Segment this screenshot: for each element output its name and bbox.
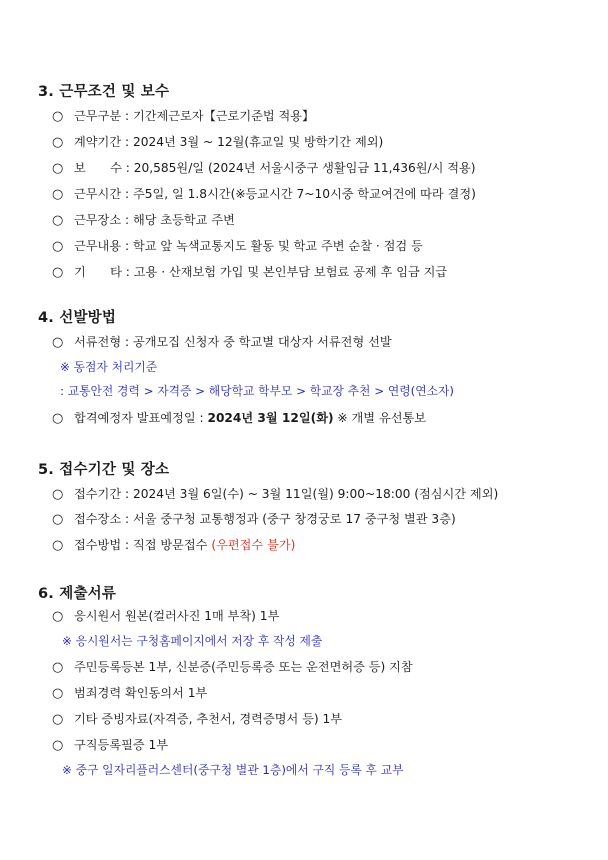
- sec3-item-duties: ○ 근무내용 : 학교 앞 녹색교통지도 활동 및 학교 주변 순찰 · 점검 등: [52, 239, 423, 254]
- sec4-tiebreak-criteria: : 교통안전 경력 > 자격증 > 해당학교 학부모 > 학교장 추천 > 연령(연소자): [60, 384, 455, 398]
- sec6-application-note: ※ 응시원서는 구청홈페이지에서 저장 후 작성 제출: [62, 634, 323, 648]
- circle-bullet-icon: ○: [52, 135, 64, 150]
- circle-bullet-icon: ○: [52, 161, 64, 176]
- circle-bullet-icon: ○: [52, 660, 64, 675]
- sec4-item-announcement: ○ 합격예정자 발표예정일 : 2024년 3월 12일(화) ※ 개별 유선통보: [52, 411, 427, 426]
- announcement-date: 2024년 3월 12일(화): [207, 411, 334, 425]
- circle-bullet-icon: ○: [52, 265, 64, 280]
- section-6-title: 6. 제출서류: [38, 586, 117, 602]
- sec6-item-resident-registration: ○ 주민등록등본 1부, 신분증(주민등록증 또는 운전면허증 등) 지참: [52, 660, 413, 675]
- sec5-item-period: ○ 접수기간 : 2024년 3월 6일(수) ~ 3월 11일(월) 9:00~18:00 (점심시간 제외): [52, 487, 499, 502]
- circle-bullet-icon: ○: [52, 213, 64, 228]
- sec4-tiebreak-note: ※ 동점자 처리기준: [60, 360, 158, 374]
- circle-bullet-icon: ○: [52, 335, 64, 350]
- sec5-item-location: ○ 접수장소 : 서울 중구청 교통행정과 (중구 창경궁로 17 중구청 별관 3층): [52, 512, 456, 527]
- section-5-title: 5. 접수기간 및 장소: [38, 462, 170, 478]
- circle-bullet-icon: ○: [52, 538, 64, 553]
- circle-bullet-icon: ○: [52, 187, 64, 202]
- sec6-item-job-registration: ○ 구직등록필증 1부: [52, 738, 169, 753]
- circle-bullet-icon: ○: [52, 512, 64, 527]
- section-4-title: 4. 선발방법: [38, 310, 117, 326]
- sec3-item-work-hours: ○ 근무시간 : 주5일, 일 1.8시간(※등교시간 7~10시중 학교여건에 따라 결정): [52, 187, 476, 202]
- sec3-item-pay: ○ 보 수 : 20,585원/일 (2024년 서울시중구 생활임금 11,436원/시 적용): [52, 161, 476, 176]
- circle-bullet-icon: ○: [52, 609, 64, 624]
- circle-bullet-icon: ○: [52, 109, 64, 124]
- sec5-item-method: ○ 접수방법 : 직접 방문접수 (우편접수 불가): [52, 538, 296, 553]
- circle-bullet-icon: ○: [52, 487, 64, 502]
- sec3-item-employment-type: ○ 근무구분 : 기간제근로자【근로기준법 적용】: [52, 109, 315, 124]
- sec4-item-document-screening: ○ 서류전형 : 공개모집 신청자 중 학교별 대상자 서류전형 선발: [52, 335, 392, 350]
- sec3-item-other: ○ 기 타 : 고용 · 산재보험 가입 및 본인부담 보험료 공제 후 임금 지급: [52, 265, 448, 280]
- sec3-item-work-location: ○ 근무장소 : 해당 초등학교 주변: [52, 213, 235, 228]
- circle-bullet-icon: ○: [52, 712, 64, 727]
- sec6-item-criminal-record: ○ 범죄경력 확인동의서 1부: [52, 686, 208, 701]
- sec6-job-registration-note: ※ 중구 일자리플러스센터(중구청 별관 1층)에서 구직 등록 후 교부: [62, 763, 404, 777]
- circle-bullet-icon: ○: [52, 239, 64, 254]
- circle-bullet-icon: ○: [52, 738, 64, 753]
- section-3-title: 3. 근무조건 및 보수: [38, 84, 170, 100]
- sec3-item-contract-period: ○ 계약기간 : 2024년 3월 ~ 12월(휴교일 및 방학기간 제외): [52, 135, 384, 150]
- no-mail-warning: (우편접수 불가): [211, 538, 296, 552]
- sec6-item-application: ○ 응시원서 원본(컬러사진 1매 부착) 1부: [52, 609, 280, 624]
- circle-bullet-icon: ○: [52, 411, 64, 426]
- sec6-item-supporting-docs: ○ 기타 증빙자료(자격증, 추천서, 경력증명서 등) 1부: [52, 712, 343, 727]
- circle-bullet-icon: ○: [52, 686, 64, 701]
